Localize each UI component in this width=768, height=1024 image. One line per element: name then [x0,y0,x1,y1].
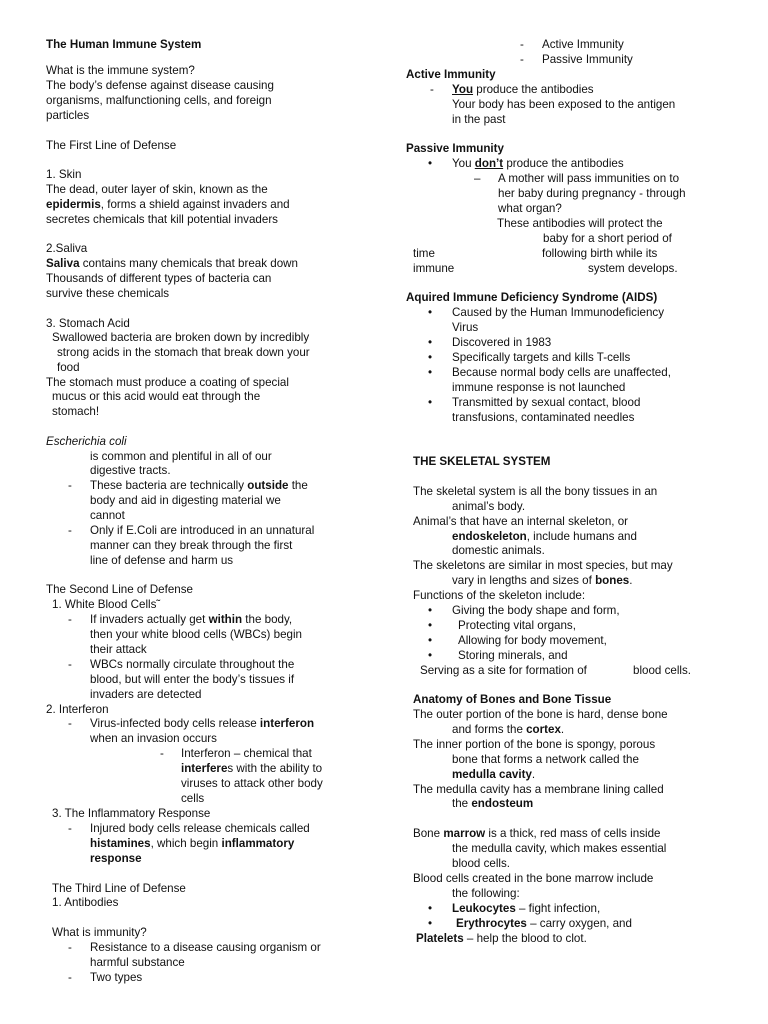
aids-heading: Aquired Immune Deficiency Syndrome (AIDS) [406,291,658,304]
histamines-term: histamines [90,837,151,850]
skeletal-line: Animal’s that have an internal skeleton, or [413,515,629,528]
skeletal-heading: THE SKELETAL SYSTEM [413,455,551,468]
serving-line: blood cells. [633,664,692,677]
saliva-term: Saliva [46,257,80,270]
stomach-line: stomach! [52,405,100,418]
platelets-item: Platelets – help the blood to clot. [416,932,587,945]
stomach-heading: 3. Stomach Acid [46,317,130,330]
ecoli-bullet: These bacteria are technically outside the [90,479,308,492]
active-bullet-line: in the past [452,113,506,126]
erythrocytes-term: Erythrocytes [456,917,527,930]
aids-bullet-line: immune response is not launched [452,381,626,394]
intro-answer-line: The body’s defense against disease causing [46,79,274,92]
first-line-heading: The First Line of Defense [46,139,177,152]
dash-marker: - [68,613,72,626]
passive-immunity-heading: Passive Immunity [406,142,504,155]
wbc-heading: 1. White Blood Cells˜ [52,598,161,611]
within-term: within [208,613,243,626]
anatomy-line: Bone marrow is a thick, red mass of cells inside [413,827,661,840]
ecoli-bullet-line: manner can they break through the first [90,539,293,552]
aids-bullet-line: transfusions, contaminated needles [452,411,635,424]
aids-bullet-line: Virus [452,321,479,334]
function-item: Storing minerals, and [458,649,568,662]
ecoli-bullet-line: cannot [90,509,125,522]
ecoli-bullet-line: line of defense and harm us [90,554,234,567]
wbc-bullet-line: WBCs normally circulate throughout the [90,658,295,671]
sub-dash-marker: – [474,172,481,185]
intro-question: What is the immune system? [46,64,195,77]
dash-marker: - [68,717,72,730]
stomach-line: Swallowed bacteria are broken down by incredibly [52,331,310,344]
wbc-bullet-line: invaders are detected [90,688,202,701]
document-title: The Human Immune System [46,38,202,51]
dash-marker: - [430,83,434,96]
anatomy-line: and forms the cortex. [452,723,565,736]
dash-marker: - [68,479,72,492]
intro-answer-line: organisms, malfunctioning cells, and foreign [46,94,272,107]
inflammatory-bullet-line: Injured body cells release chemicals called [90,822,310,835]
interfere-term: interfere [181,762,228,775]
bones-term: bones [595,574,630,587]
skeletal-line: vary in lengths and sizes of bones. [452,574,633,587]
stomach-line: strong acids in the stomach that break down your [57,346,310,359]
aids-bullet-line: Caused by the Human Immunodeficiency [452,306,665,319]
erythrocytes-item: Erythrocytes – carry oxygen, and [456,917,632,930]
functions-heading: Functions of the skeleton include: [413,589,586,602]
function-item: Protecting vital organs, [458,619,576,632]
anatomy-line: the endosteum [452,797,534,810]
anatomy-line: the medulla cavity, which makes essential [452,842,667,855]
saliva-line: Saliva contains many chemicals that break down [46,257,298,270]
skeletal-line: endoskeleton, include humans and [452,530,637,543]
passive-protect-line: baby for a short period of [543,232,672,245]
saliva-line: Thousands of different types of bacteria can [46,272,272,285]
skeletal-line: The skeletal system is all the bony tissues in an [413,485,658,498]
leukocytes-item: Leukocytes – fight infection, [452,902,601,915]
inflammatory-heading: 3. The Inflammatory Response [52,807,211,820]
ecoli-line: digestive tracts. [90,464,171,477]
anatomy-line: the following: [452,887,520,900]
immunity-question: What is immunity? [52,926,147,939]
bullet-marker: • [428,336,433,349]
you-term: You [452,83,474,96]
skin-line: secretes chemicals that kill potential invaders [46,213,278,226]
wbc-bullet: If invaders actually get within the body, [90,613,293,626]
skin-line: epidermis, forms a shield against invaders and [46,198,290,211]
stomach-line: The stomach must produce a coating of special [46,376,289,389]
passive-system: system develops. [588,262,678,275]
active-bullet: You produce the antibodies [452,83,594,96]
marrow-term: marrow [443,827,486,840]
aids-bullet-line: Specifically targets and kills T-cells [452,351,631,364]
bullet-marker: • [428,619,433,632]
ecoli-name: Escherichia coli [46,435,127,448]
aids-bullet-line: Because normal body cells are unaffected, [452,366,671,379]
dash-marker: - [520,53,524,66]
ecoli-bullet-line: body and aid in digesting material we [90,494,281,507]
active-bullet-line: Your body has been exposed to the antigen [452,98,676,111]
interferon-sub-line: Interferon – chemical that [181,747,312,760]
medulla-cavity-term: medulla cavity [452,768,532,781]
dash-marker: - [520,38,524,51]
endoskeleton-term: endoskeleton [452,530,527,543]
third-line-heading: The Third Line of Defense [52,882,186,895]
ecoli-bullet-line: Only if E.Coli are introduced in an unnatural [90,524,315,537]
intro-answer-line: particles [46,109,90,122]
skeletal-line: The skeletons are similar in most species, but may [413,559,673,572]
immunity-type: Active Immunity [542,38,624,51]
stomach-line: food [57,361,80,374]
immunity-bullet-line: Two types [90,971,143,984]
dash-marker: - [68,941,72,954]
anatomy-line: bone that forms a network called the [452,753,639,766]
cortex-term: cortex [526,723,561,736]
bullet-marker: • [428,634,433,647]
passive-protect-line: These antibodies will protect the [497,217,663,230]
bullet-marker: • [428,902,433,915]
active-immunity-heading: Active Immunity [406,68,496,81]
aids-bullet-line: Transmitted by sexual contact, blood [452,396,641,409]
interferon-sub-line: cells [181,792,205,805]
wbc-bullet-line: blood, but will enter the body’s tissues if [90,673,295,686]
dash-marker: - [160,747,164,760]
function-item: Giving the body shape and form, [452,604,620,617]
leukocytes-term: Leukocytes [452,902,516,915]
bullet-marker: • [428,917,433,930]
interferon-term: interferon [259,717,315,730]
bullet-marker: • [428,396,433,409]
immunity-type: Passive Immunity [542,53,633,66]
bullet-marker: • [428,604,433,617]
immunity-bullet-line: harmful substance [90,956,185,969]
interferon-bullet: Virus-infected body cells release interferon [90,717,315,730]
serving-line: Serving as a site for formation of [420,664,587,677]
wbc-bullet-line: then your white blood cells (WBCs) begin [90,628,303,641]
skeletal-line: animal’s body. [452,500,526,513]
antibodies-heading: 1. Antibodies [52,896,119,909]
second-line-heading: The Second Line of Defense [46,583,193,596]
dash-marker: - [68,524,72,537]
passive-following: following birth while its [542,247,658,260]
aids-bullet-line: Discovered in 1983 [452,336,552,349]
anatomy-line: Blood cells created in the bone marrow include [413,872,654,885]
passive-time-word: time [413,247,435,260]
anatomy-line: The inner portion of the bone is spongy, porous [413,738,656,751]
anatomy-line: The outer portion of the bone is hard, dense bone [413,708,668,721]
dash-marker: - [68,822,72,835]
immunity-bullet-line: Resistance to a disease causing organism or [90,941,321,954]
skin-line: The dead, outer layer of skin, known as the [46,183,268,196]
platelets-term: Platelets [416,932,464,945]
function-item: Allowing for body movement, [458,634,607,647]
saliva-heading: 2.Saliva [46,242,88,255]
saliva-line: survive these chemicals [46,287,170,300]
bullet-marker: • [428,649,433,662]
interferon-sub-line: interferes with the ability to [181,762,323,775]
bullet-marker: • [428,366,433,379]
passive-sub-line: what organ? [498,202,562,215]
endosteum-term: endosteum [471,797,534,810]
skin-heading: 1. Skin [46,168,82,181]
passive-bullet: You don’t produce the antibodies [452,157,624,170]
interferon-heading: 2. Interferon [46,703,109,716]
bullet-marker: • [428,351,433,364]
bullet-marker: • [428,157,433,170]
skeletal-line: domestic animals. [452,544,545,557]
inflammatory-bullet-line: response [90,852,142,865]
wbc-bullet-line: their attack [90,643,147,656]
bullet-marker: • [428,306,433,319]
passive-sub-line: her baby during pregnancy - through [498,187,686,200]
anatomy-line: medulla cavity. [452,768,536,781]
epidermis-term: epidermis [46,198,101,211]
inflammatory-bullet-line: histamines, which begin inflammatory [90,837,295,850]
passive-immune-word: immune [413,262,455,275]
dash-marker: - [68,971,72,984]
interferon-sub-line: viruses to attack other body [181,777,323,790]
anatomy-heading: Anatomy of Bones and Bone Tissue [413,693,612,706]
passive-sub-line: A mother will pass immunities on to [498,172,680,185]
dont-term: don’t [474,157,504,170]
anatomy-line: The medulla cavity has a membrane lining called [413,783,664,796]
interferon-bullet-line: when an invasion occurs [90,732,217,745]
anatomy-line: blood cells. [452,857,511,870]
dash-marker: - [68,658,72,671]
stomach-line: mucus or this acid would eat through the [52,390,261,403]
outside-term: outside [247,479,289,492]
ecoli-line: is common and plentiful in all of our [90,450,272,463]
